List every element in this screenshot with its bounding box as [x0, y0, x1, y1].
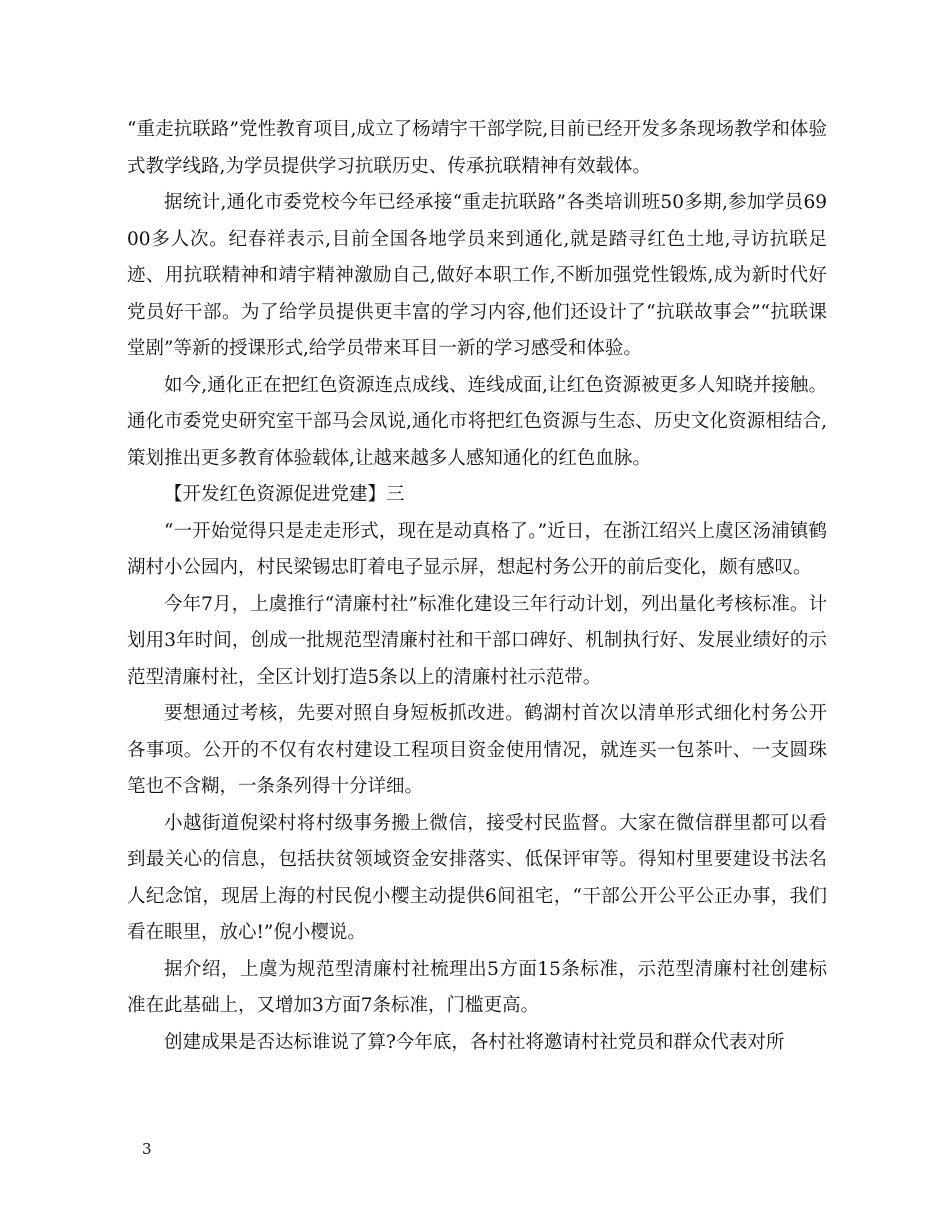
- paragraph-wechat-supervision: 小越街道倪梁村将村级事务搬上微信，接受村民监督。大家在微信群里都可以看到最关心的信息，包括扶贫领域资金安排落实、低保评审等。得知村里要建设书法名人纪念馆，现居上海的村民倪小樱主动提供6间祖宅，“干部公开公平公正办事，我们看在眼里，放心!”倪小樱说。: [127, 812, 827, 943]
- paragraph-red-resources: 如今,通化正在把红色资源连点成线、连线成面,让红色资源被更多人知晓并接触。通化市委党史研究室干部马会凤说,通化市将把红色资源与生态、历史文化资源相结合,策划推出更多教育体验载体,让越来越多人感知通化的红色血脉。: [127, 374, 827, 469]
- paragraph-continuation: “重走抗联路”党性教育项目,成立了杨靖宇干部学院,目前已经开发多条现场教学和体验式教学线路,为学员提供学习抗联历史、传承抗联精神有效载体。: [127, 119, 827, 177]
- paragraph-villager-quote: “一开始觉得只是走走形式，现在是动真格了。”近日，在浙江绍兴上虞区汤浦镇鹤湖村小公园内，村民梁锡忠盯着电子显示屏，想起村务公开的前后变化，颇有感叹。: [127, 520, 827, 578]
- page-number: 3: [142, 1140, 152, 1158]
- paragraph-assessment: 要想通过考核，先要对照自身短板抓改进。鹤湖村首次以清单形式细化村务公开各事项。公开的不仅有农村建设工程项目资金使用情况，就连买一包茶叶、一支圆珠笔也不含糊，一条条列得十分详细。: [127, 703, 827, 797]
- paragraph-evaluation: 创建成果是否达标谁说了算?今年底，各村社将邀请村社党员和群众代表对所: [164, 1031, 785, 1053]
- paragraph-action-plan: 今年7月，上虞推行“清廉村社”标准化建设三年行动计划，列出量化考核标准。计划用3年时间，创成一批规范型清廉村社和干部口碑好、机制执行好、发展业绩好的示范型清廉村社，全区计划打造5条以上的清廉村社示范带。: [127, 593, 827, 688]
- paragraph-standards: 据介绍，上虞为规范型清廉村社梳理出5方面15条标准，示范型清廉村社创建标准在此基础上，又增加3方面7条标准，门槛更高。: [127, 958, 827, 1016]
- paragraph-statistics: 据统计,通化市委党校今年已经承接“重走抗联路”各类培训班50多期,参加学员6900多人次。纪春祥表示,目前全国各地学员来到通化,就是踏寻红色土地,寻访抗联足迹、用抗联精神和靖宇精神激励自己,做好本职工作,不断加强党性锻炼,成为新时代好党员好干部。为了给学员提供更丰富的学习内容,他们还设计了“抗联故事会”“抗联课堂剧”等新的授课形式,给学员带来耳目一新的学习感受和体验。: [127, 192, 827, 359]
- document-body: [127, 112, 827, 1061]
- section-heading: 【开发红色资源促进党建】三: [164, 484, 405, 505]
